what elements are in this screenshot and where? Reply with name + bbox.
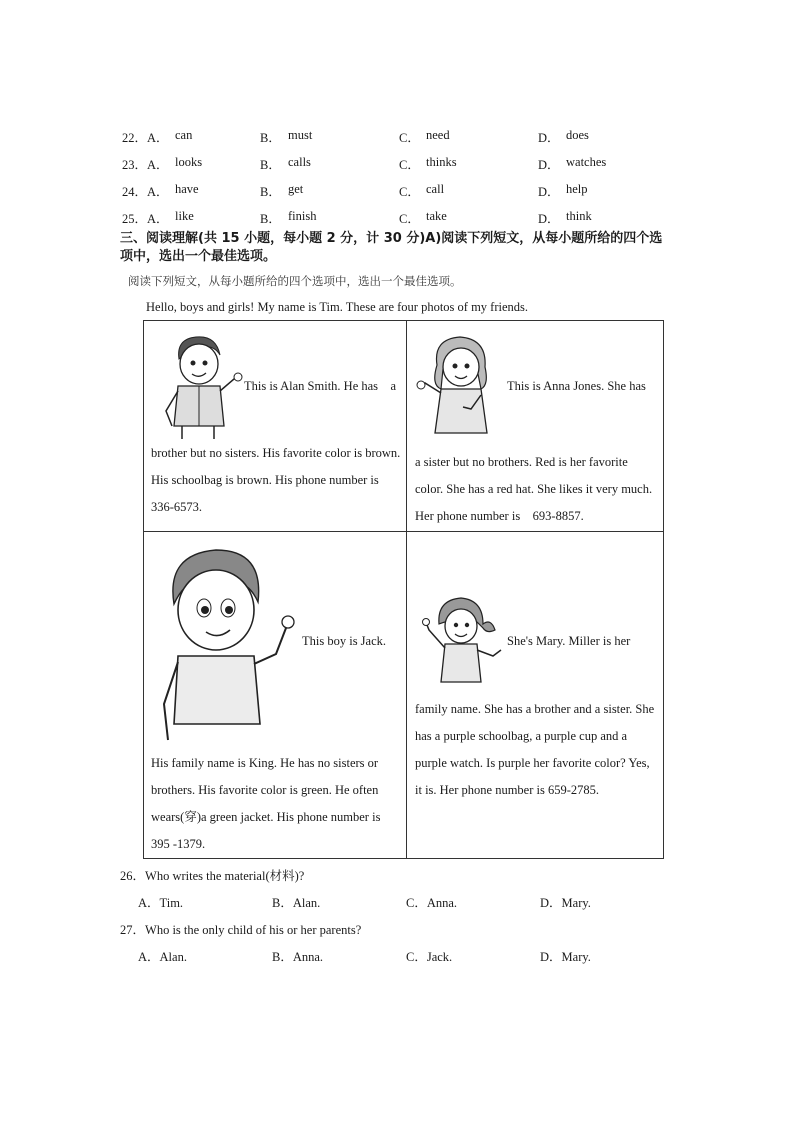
mary-line2: family name. She has a brother and a sister. She (415, 702, 655, 716)
anna-line1: This is Anna Jones. She has (507, 379, 646, 393)
option-b-letter: B． (260, 212, 281, 226)
answer-a[interactable]: A．Alan. (138, 950, 187, 964)
option-c-text: need (426, 128, 450, 142)
option-a-text: can (175, 128, 193, 142)
alan-line4: 336-6573. (151, 500, 203, 514)
option-c-letter: C． (399, 131, 420, 145)
option-a-text: have (175, 182, 199, 196)
option-d-letter: D． (538, 158, 560, 172)
alan-line2: brother but no sisters. His favorite color is brown. (151, 446, 401, 460)
jack-line5: 395 -1379. (151, 837, 206, 851)
answers-27 (138, 947, 698, 967)
answer-c[interactable]: C．Jack. (406, 950, 453, 964)
jack-line3: brothers. His favorite color is green. He often (151, 783, 379, 797)
option-b-text: must (288, 128, 313, 142)
question-26 (120, 866, 304, 886)
anna-line4: Her phone number is 693-8857. (415, 509, 584, 523)
answer-d[interactable]: D．Mary. (540, 950, 591, 964)
option-b-letter: B． (260, 185, 281, 199)
section-instruction: 阅读下列短文，从每小题所给的四个选项中，选出一个最佳选项。 (128, 274, 462, 288)
mary-line3: has a purple schoolbag, a purple cup and a (415, 729, 628, 743)
option-a-text: looks (175, 155, 203, 169)
question-text: Who is the only child of his or her parents? (145, 923, 362, 937)
answer-a[interactable]: A．Tim. (138, 896, 184, 910)
option-c-text: call (426, 182, 445, 196)
answer-c[interactable]: C．Anna. (406, 896, 458, 910)
option-c-text: thinks (426, 155, 457, 169)
option-c-text: take (426, 209, 447, 223)
anna-line3: color. She has a red hat. She likes it very much. (415, 482, 653, 496)
answer-b[interactable]: B．Anna. (272, 950, 324, 964)
option-c-letter: C． (399, 158, 420, 172)
anna-line2: a sister but no brothers. Red is her favorite (415, 455, 628, 469)
boy-alan-illustration (154, 331, 244, 441)
option-c-letter: C． (399, 212, 420, 226)
option-d-text: does (566, 128, 589, 142)
option-c-letter: C． (399, 185, 420, 199)
answer-d[interactable]: D．Mary. (540, 896, 591, 910)
question-number: 26． (120, 869, 146, 883)
option-a-letter: A． (147, 185, 169, 199)
option-d-text: think (566, 209, 592, 223)
photo-cell-alan (144, 321, 407, 532)
section-heading-line1: 三、阅读理解(共 15 小题，每小题 2 分，计 30 分)A)阅读下列短文，从每小题所给的四个选 (120, 231, 663, 246)
option-row-24 (122, 182, 682, 200)
option-d-letter: D． (538, 185, 560, 199)
question-number: 22． (122, 131, 148, 145)
jack-line1: This boy is Jack. (302, 634, 387, 648)
answers-26 (138, 893, 698, 913)
option-row-25 (122, 209, 682, 227)
option-b-letter: B． (260, 131, 281, 145)
passage-intro: Hello, boys and girls! My name is Tim. These are four photos of my friends. (146, 300, 529, 314)
mary-line4: purple watch. Is purple her favorite color? Yes, (415, 756, 650, 770)
jack-line2: His family name is King. He has no sisters or (151, 756, 379, 770)
mary-line5: it is. Her phone number is 659-2785. (415, 783, 600, 797)
girl-mary-illustration (417, 594, 507, 689)
alan-line3: His schoolbag is brown. His phone number is (151, 473, 379, 487)
option-row-22 (122, 128, 682, 146)
option-row-23 (122, 155, 682, 173)
section-heading-line2: 项中，选出一个最佳选项。 (120, 249, 277, 264)
option-b-text: calls (288, 155, 311, 169)
option-d-text: watches (566, 155, 607, 169)
girl-anna-illustration (415, 329, 505, 444)
mary-line1: She's Mary. Miller is her (507, 634, 631, 648)
option-d-text: help (566, 182, 588, 196)
jack-line4: wears(穿)a green jacket. His phone number is (151, 810, 381, 824)
section-heading (120, 230, 700, 266)
answer-b[interactable]: B．Alan. (272, 896, 321, 910)
boy-jack-illustration (156, 544, 296, 744)
option-b-text: get (288, 182, 304, 196)
option-a-letter: A． (147, 212, 169, 226)
photo-cell-jack (144, 532, 407, 859)
question-text: Who writes the material(材料)? (145, 869, 305, 883)
photo-cell-mary (407, 532, 664, 859)
question-27 (120, 920, 361, 940)
question-number: 24． (122, 185, 148, 199)
alan-line1: This is Alan Smith. He has a (244, 379, 397, 393)
option-a-text: like (175, 209, 194, 223)
option-d-letter: D． (538, 212, 560, 226)
photos-table (143, 320, 664, 859)
question-number: 25． (122, 212, 148, 226)
option-b-letter: B． (260, 158, 281, 172)
option-b-text: finish (288, 209, 317, 223)
option-a-letter: A． (147, 131, 169, 145)
question-number: 23． (122, 158, 148, 172)
option-d-letter: D． (538, 131, 560, 145)
photo-cell-anna (407, 321, 664, 532)
option-a-letter: A． (147, 158, 169, 172)
question-number: 27． (120, 923, 146, 937)
